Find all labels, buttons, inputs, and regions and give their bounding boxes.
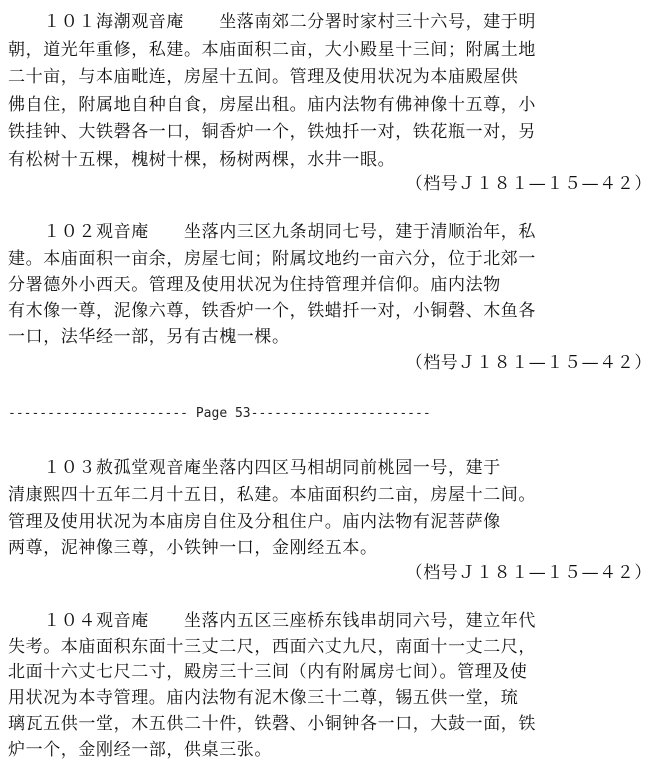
- entry-103-archive-ref: （档号Ｊ１８１—１５—４２）: [405, 563, 652, 583]
- entry-102-line-3: 分署德外小西天。管理及使用状况为住持管理并信仰。庙内法物: [8, 275, 501, 295]
- entry-103-line-4: 两尊，泥神像三尊，小铁钟一口，金刚经五本。: [8, 538, 378, 558]
- entry-101-line-4: 佛自住，附属地自种自食，房屋出租。庙内法物有佛神像十五尊，小: [8, 95, 536, 115]
- entry-101-line-5: 铁挂钟、大铁磬各一口，铜香炉一个，铁烛扦一对，铁花瓶一对，另: [8, 122, 536, 142]
- entry-104-line-3: 北面十六丈七尺二寸，殿房三十三间（内有附属房七间）。管理及使: [8, 662, 528, 682]
- entry-104-line-4: 用状况为本寺管理。庙内法物有泥木像三十二尊，锡五供一堂，琉: [8, 688, 519, 708]
- entry-103-line-1: １０３赦孤堂观音庵坐落内四区马相胡同前桃园一号，建于: [8, 458, 501, 478]
- entry-102-line-2: 建。本庙面积一亩余，房屋七间；附属坟地约一亩六分，位于北郊一: [8, 249, 536, 269]
- entry-101-line-2: 朝，道光年重修，私建。本庙面积二亩，大小殿星十三间；附属土地: [8, 40, 536, 60]
- entry-104-line-5: 璃瓦五供一堂，木五供二十件，铁磬、小铜钟各一口，大鼓一面，铁: [8, 714, 536, 734]
- entry-102-line-1: １０２观音庵 坐落内三区九条胡同七号，建于清顺治年，私: [8, 222, 536, 242]
- entry-103-line-2: 清康熙四十五年二月十五日，私建。本庙面积约二亩，房屋十二间。: [8, 485, 536, 505]
- entry-104-line-1: １０４观音庵 坐落内五区三座桥东钱串胡同六号，建立年代: [8, 611, 536, 631]
- entry-101-archive-ref: （档号Ｊ１８１—１５—４２）: [405, 174, 652, 194]
- entry-103-line-3: 管理及使用状况为本庙房自住及分租住户。庙内法物有泥菩萨像: [8, 512, 501, 532]
- entry-102-line-4: 有木像一尊，泥像六尊，铁香炉一个，铁蜡扦一对，小铜磬、木鱼各: [8, 301, 536, 321]
- entry-101-line-6: 有松树十五棵，槐树十棵，杨树两棵，水井一眼。: [8, 150, 396, 170]
- entry-101-line-3: 二十亩，与本庙毗连，房屋十五间。管理及使用状况为本庙殿屋供: [8, 67, 519, 87]
- entry-104-line-6: 炉一个，金刚经一部，供桌三张。: [8, 740, 272, 760]
- page-marker: ----------------------- Page 53-----------------------: [8, 406, 431, 421]
- entry-102-line-5: 一口，法华经一部，另有古槐一棵。: [8, 327, 290, 347]
- entry-101-line-1: １０１海潮观音庵 坐落南郊二分署时家村三十六号，建于明: [8, 12, 536, 32]
- entry-102-archive-ref: （档号Ｊ１８１—１５—４２）: [405, 353, 652, 373]
- entry-104-line-2: 失考。本庙面积东面十三丈二尺，西面六丈九尺，南面十一丈二尺，: [8, 637, 536, 657]
